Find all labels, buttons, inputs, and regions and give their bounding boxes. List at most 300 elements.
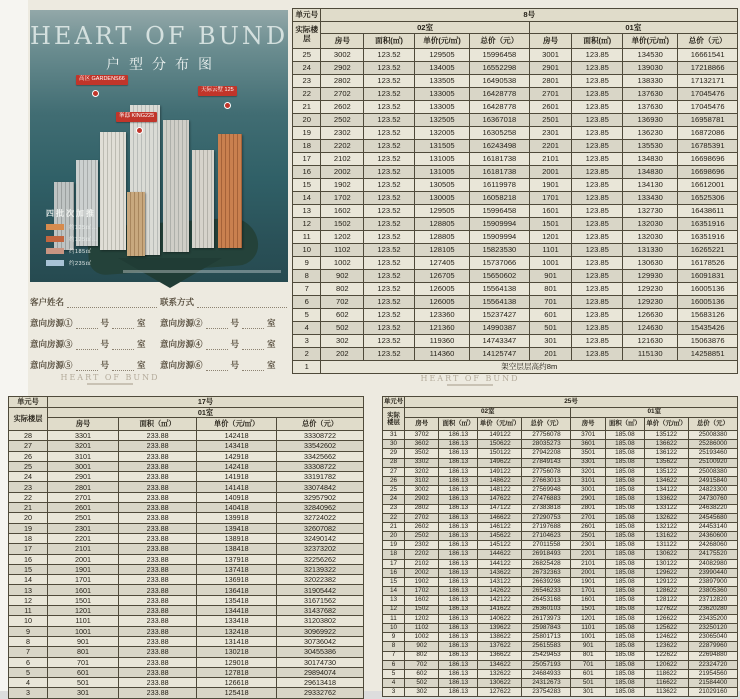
building-number: 8号 xyxy=(321,9,738,22)
floor-cell: 13 xyxy=(293,205,321,218)
value-cell: 1501 xyxy=(571,605,605,614)
column-header: 房号 xyxy=(529,34,572,49)
floor-cell: 20 xyxy=(383,532,405,541)
value-cell: 185.08 xyxy=(605,679,644,688)
value-cell: 233.88 xyxy=(119,636,197,646)
value-cell: 2202 xyxy=(405,550,439,559)
table-row xyxy=(383,550,738,559)
value-cell: 127622 xyxy=(644,605,688,614)
floor-cell: 5 xyxy=(293,309,321,322)
column-header: 总价（元） xyxy=(688,418,737,431)
room-number-blank xyxy=(112,340,134,350)
value-cell: 1701 xyxy=(571,587,605,596)
value-cell: 16243498 xyxy=(470,140,530,153)
value-cell: 127405 xyxy=(414,257,469,270)
value-cell: 15683126 xyxy=(678,309,738,322)
value-cell: 123.85 xyxy=(572,192,623,205)
room-group-label: 01室 xyxy=(48,408,364,418)
value-cell: 131418 xyxy=(197,636,277,646)
value-cell: 2002 xyxy=(405,568,439,577)
value-cell: 901 xyxy=(529,270,572,283)
value-cell: 142418 xyxy=(197,431,277,441)
table-row xyxy=(9,441,364,451)
value-cell: 123.85 xyxy=(572,335,623,348)
value-cell: 130630 xyxy=(623,257,678,270)
value-cell: 33074842 xyxy=(277,482,364,492)
header-row xyxy=(9,397,364,408)
value-cell: 186.13 xyxy=(439,495,478,504)
value-cell: 16490538 xyxy=(470,75,530,88)
value-cell: 301 xyxy=(529,335,572,348)
value-cell: 142122 xyxy=(478,596,522,605)
value-cell: 123.52 xyxy=(364,140,415,153)
column-header: 总价（元） xyxy=(470,34,530,49)
value-cell: 123.52 xyxy=(364,127,415,140)
building-number: 25号 xyxy=(405,397,738,408)
floor-cell: 5 xyxy=(383,669,405,678)
value-cell: 150622 xyxy=(478,440,522,449)
value-cell: 130622 xyxy=(644,550,688,559)
value-cell: 233.88 xyxy=(119,585,197,595)
table-row xyxy=(383,660,738,669)
table-row xyxy=(9,554,364,564)
floor-cell: 23 xyxy=(293,75,321,88)
value-cell: 186.13 xyxy=(439,623,478,632)
value-cell: 186.13 xyxy=(439,467,478,476)
value-cell: 123.85 xyxy=(572,257,623,270)
value-cell: 32607082 xyxy=(277,523,364,533)
table-row xyxy=(9,667,364,677)
value-cell: 134622 xyxy=(478,660,522,669)
floor-cell: 10 xyxy=(383,623,405,632)
value-cell: 16661541 xyxy=(678,49,738,62)
value-cell: 186.13 xyxy=(439,578,478,587)
value-cell: 126005 xyxy=(414,283,469,296)
value-cell: 32022382 xyxy=(277,575,364,585)
value-cell: 2801 xyxy=(48,482,119,492)
value-cell: 123.52 xyxy=(364,322,415,335)
value-cell: 902 xyxy=(405,642,439,651)
value-cell: 185.08 xyxy=(605,660,644,669)
value-cell: 128805 xyxy=(414,218,469,231)
unit-number-label: 单元号 xyxy=(9,397,48,408)
value-cell: 135622 xyxy=(644,458,688,467)
value-cell: 186.13 xyxy=(439,559,478,568)
value-cell: 186.13 xyxy=(439,596,478,605)
value-cell: 233.88 xyxy=(119,575,197,585)
table-row xyxy=(383,642,738,651)
value-cell: 123.52 xyxy=(364,49,415,62)
value-cell: 3701 xyxy=(571,431,605,440)
value-cell: 2802 xyxy=(321,75,364,88)
room-suffix: 室 xyxy=(267,339,276,349)
legend-swatch xyxy=(46,236,64,242)
floor-cell: 24 xyxy=(293,62,321,75)
value-cell: 701 xyxy=(529,296,572,309)
value-cell: 233.88 xyxy=(119,513,197,523)
value-cell: 119360 xyxy=(414,335,469,348)
value-cell: 15909994 xyxy=(470,218,530,231)
value-cell: 3502 xyxy=(405,449,439,458)
value-cell: 118622 xyxy=(644,669,688,678)
value-cell: 125622 xyxy=(644,623,688,632)
table-row xyxy=(293,88,738,101)
floor-cell: 3 xyxy=(293,335,321,348)
header-row xyxy=(293,9,738,22)
value-cell: 22694880 xyxy=(688,651,737,660)
floor-cell: 22 xyxy=(383,513,405,522)
value-cell: 185.08 xyxy=(605,431,644,440)
value-cell: 31203802 xyxy=(277,616,364,626)
floor-cell: 19 xyxy=(9,523,48,533)
value-cell: 128122 xyxy=(644,596,688,605)
floor-cell: 6 xyxy=(293,296,321,309)
table-row xyxy=(383,669,738,678)
value-cell: 123.85 xyxy=(572,231,623,244)
table-row xyxy=(293,335,738,348)
value-cell: 140418 xyxy=(197,503,277,513)
value-cell: 702 xyxy=(405,660,439,669)
table-row xyxy=(383,440,738,449)
price-table-8号 xyxy=(292,8,738,374)
room-number-blank xyxy=(112,319,134,329)
value-cell: 1201 xyxy=(571,614,605,623)
customer-name-label: 客户姓名 xyxy=(30,297,65,307)
table-row xyxy=(9,523,364,533)
value-cell: 126005 xyxy=(414,296,469,309)
price-table-host-8 xyxy=(292,8,738,374)
contact-label: 联系方式 xyxy=(160,297,195,307)
value-cell: 233.88 xyxy=(119,431,197,441)
value-cell: 27104623 xyxy=(522,532,571,541)
value-cell: 2601 xyxy=(529,101,572,114)
room-suffix: 室 xyxy=(137,360,146,370)
value-cell: 1001 xyxy=(48,626,119,636)
value-cell: 28035273 xyxy=(522,440,571,449)
table-row xyxy=(383,688,738,697)
value-cell: 134530 xyxy=(623,49,678,62)
value-cell: 701 xyxy=(571,660,605,669)
unit-suffix: 号 xyxy=(100,360,110,370)
value-cell: 502 xyxy=(405,679,439,688)
value-cell: 128622 xyxy=(644,587,688,596)
table-row xyxy=(9,616,364,626)
value-cell: 185.08 xyxy=(605,587,644,596)
value-cell: 24823300 xyxy=(688,486,737,495)
table-row xyxy=(9,513,364,523)
floor-cell: 6 xyxy=(383,660,405,669)
table-row xyxy=(383,504,738,513)
table-row xyxy=(293,192,738,205)
table-row xyxy=(293,140,738,153)
value-cell: 25008380 xyxy=(688,467,737,476)
floor-cell: 28 xyxy=(383,458,405,467)
value-cell: 16612001 xyxy=(678,179,738,192)
table-row xyxy=(383,623,738,632)
value-cell: 123360 xyxy=(414,309,469,322)
intent-label: 意向房源③ xyxy=(30,339,73,349)
value-cell: 136918 xyxy=(197,575,277,585)
value-cell: 901 xyxy=(48,636,119,646)
value-cell: 133122 xyxy=(644,504,688,513)
table-row xyxy=(293,283,738,296)
value-cell: 123.52 xyxy=(364,166,415,179)
value-cell: 132730 xyxy=(623,205,678,218)
value-cell: 1901 xyxy=(48,564,119,574)
column-header: 单价(元/㎡) xyxy=(623,34,678,49)
value-cell: 141418 xyxy=(197,482,277,492)
value-cell: 134418 xyxy=(197,606,277,616)
floor-cell: 15 xyxy=(293,179,321,192)
table-row xyxy=(9,647,364,657)
value-cell: 201 xyxy=(529,348,572,361)
value-cell: 29894074 xyxy=(277,667,364,677)
value-cell: 233.88 xyxy=(119,688,197,698)
value-cell: 123.85 xyxy=(572,296,623,309)
value-cell: 132005 xyxy=(414,127,469,140)
value-cell: 185.08 xyxy=(605,504,644,513)
value-cell: 1901 xyxy=(529,179,572,192)
value-cell: 133005 xyxy=(414,88,469,101)
value-cell: 16005136 xyxy=(678,296,738,309)
value-cell: 601 xyxy=(529,309,572,322)
floor-cell: 19 xyxy=(293,127,321,140)
floor-cell: 21 xyxy=(9,503,48,513)
watermark-subline xyxy=(87,383,133,385)
floor-cell: 15 xyxy=(383,578,405,587)
value-cell: 131122 xyxy=(644,541,688,550)
value-cell: 123.85 xyxy=(572,101,623,114)
value-cell: 15564138 xyxy=(470,283,530,296)
value-cell: 16265221 xyxy=(678,244,738,257)
value-cell: 30455386 xyxy=(277,647,364,657)
value-cell: 123.52 xyxy=(364,270,415,283)
value-cell: 2501 xyxy=(529,114,572,127)
table-row xyxy=(9,472,364,482)
value-cell: 2101 xyxy=(571,559,605,568)
value-cell: 16181738 xyxy=(470,166,530,179)
value-cell: 2801 xyxy=(571,504,605,513)
floor-cell: 23 xyxy=(383,504,405,513)
value-cell: 123.85 xyxy=(572,244,623,257)
value-cell: 185.08 xyxy=(605,614,644,623)
floor-cell: 3 xyxy=(383,688,405,697)
form-row xyxy=(30,338,290,350)
value-cell: 123.85 xyxy=(572,270,623,283)
value-cell: 1602 xyxy=(405,596,439,605)
value-cell: 32957902 xyxy=(277,492,364,502)
column-header: 面积（㎡） xyxy=(119,418,197,431)
value-cell: 1101 xyxy=(529,244,572,257)
value-cell: 135418 xyxy=(197,595,277,605)
table-row xyxy=(383,568,738,577)
value-cell: 147122 xyxy=(478,504,522,513)
floor-cell: 4 xyxy=(293,322,321,335)
table-row xyxy=(9,585,364,595)
floor-cell: 5 xyxy=(9,667,48,677)
value-cell: 131330 xyxy=(623,244,678,257)
floor-cell: 24 xyxy=(9,472,48,482)
floor-cell: 28 xyxy=(9,431,48,441)
value-cell: 15237427 xyxy=(470,309,530,322)
tower xyxy=(218,134,242,248)
value-cell: 140622 xyxy=(478,614,522,623)
value-cell: 1201 xyxy=(48,606,119,616)
value-cell: 185.08 xyxy=(605,651,644,660)
value-cell: 124630 xyxy=(623,322,678,335)
intent-label: 意向房源② xyxy=(160,318,203,328)
header-row xyxy=(293,22,738,34)
value-cell: 23754283 xyxy=(522,688,571,697)
unit-number-label: 单元号 xyxy=(383,397,405,408)
building-marker-dot xyxy=(136,127,143,134)
value-cell: 185.08 xyxy=(605,440,644,449)
value-cell: 2002 xyxy=(321,166,364,179)
table-row xyxy=(383,633,738,642)
value-cell: 2902 xyxy=(405,495,439,504)
value-cell: 135122 xyxy=(644,431,688,440)
value-cell: 186.13 xyxy=(439,504,478,513)
value-cell: 123.52 xyxy=(364,114,415,127)
value-cell: 24175520 xyxy=(688,550,737,559)
value-cell: 2001 xyxy=(529,166,572,179)
value-cell: 133430 xyxy=(623,192,678,205)
building-number: 17号 xyxy=(48,397,364,408)
tower xyxy=(127,192,145,256)
floor-cell: 20 xyxy=(9,513,48,523)
legend-swatch xyxy=(46,260,64,266)
poster-photo xyxy=(30,10,288,282)
value-cell: 2101 xyxy=(48,544,119,554)
value-cell: 126618 xyxy=(197,678,277,688)
customer-name-blank xyxy=(67,298,157,308)
value-cell: 186.13 xyxy=(439,486,478,495)
value-cell: 32256262 xyxy=(277,554,364,564)
table-row xyxy=(293,153,738,166)
value-cell: 123.85 xyxy=(572,88,623,101)
table-row xyxy=(383,522,738,531)
table-row xyxy=(9,575,364,585)
value-cell: 16552298 xyxy=(470,62,530,75)
value-cell: 129622 xyxy=(644,568,688,577)
value-cell: 1101 xyxy=(48,616,119,626)
value-cell: 3001 xyxy=(529,49,572,62)
table-row xyxy=(293,114,738,127)
value-cell: 233.88 xyxy=(119,523,197,533)
value-cell: 2801 xyxy=(529,75,572,88)
value-cell: 139918 xyxy=(197,513,277,523)
contact-blank xyxy=(197,298,287,308)
value-cell: 15996458 xyxy=(470,205,530,218)
room-number-blank xyxy=(112,361,134,371)
building-marker-dot xyxy=(92,90,99,97)
value-cell: 25615583 xyxy=(522,642,571,651)
floor-cell: 22 xyxy=(293,88,321,101)
value-cell: 1002 xyxy=(405,633,439,642)
value-cell: 31437682 xyxy=(277,606,364,616)
value-cell: 2201 xyxy=(571,550,605,559)
value-cell: 186.13 xyxy=(439,568,478,577)
value-cell: 25987843 xyxy=(522,623,571,632)
value-cell: 2602 xyxy=(405,522,439,531)
floor-cell: 30 xyxy=(383,440,405,449)
value-cell: 25008380 xyxy=(688,431,737,440)
table-row xyxy=(293,231,738,244)
value-cell: 120622 xyxy=(644,660,688,669)
value-cell: 15650602 xyxy=(470,270,530,283)
value-cell: 502 xyxy=(321,322,364,335)
value-cell: 123.52 xyxy=(364,244,415,257)
value-cell: 126705 xyxy=(414,270,469,283)
value-cell: 16428778 xyxy=(470,101,530,114)
floor-label: 实际楼层 xyxy=(293,22,321,49)
value-cell: 148622 xyxy=(478,476,522,485)
value-cell: 185.08 xyxy=(605,623,644,632)
value-cell: 123.52 xyxy=(364,153,415,166)
intent-label: 意向房源⑤ xyxy=(30,360,73,370)
value-cell: 129122 xyxy=(644,578,688,587)
table-row xyxy=(9,461,364,471)
value-cell: 801 xyxy=(48,647,119,657)
floor-cell: 6 xyxy=(9,657,48,667)
value-cell: 901 xyxy=(571,642,605,651)
room-group-label: 01室 xyxy=(571,408,738,418)
value-cell: 27011558 xyxy=(522,541,571,550)
value-cell: 16058218 xyxy=(470,192,530,205)
value-cell: 15063876 xyxy=(678,335,738,348)
value-cell: 25100920 xyxy=(688,458,737,467)
value-cell: 24638220 xyxy=(688,504,737,513)
value-cell: 16958781 xyxy=(678,114,738,127)
unit-suffix: 号 xyxy=(100,318,110,328)
value-cell: 123.52 xyxy=(364,205,415,218)
value-cell: 17045476 xyxy=(678,101,738,114)
floor-cell: 27 xyxy=(383,467,405,476)
value-cell: 3002 xyxy=(405,486,439,495)
value-cell: 129930 xyxy=(623,270,678,283)
floor-cell: 18 xyxy=(293,140,321,153)
value-cell: 32139322 xyxy=(277,564,364,574)
value-cell: 123.85 xyxy=(572,49,623,62)
floor-cell: 14 xyxy=(9,575,48,585)
value-cell: 301 xyxy=(48,688,119,698)
value-cell: 1701 xyxy=(48,575,119,585)
value-cell: 186.13 xyxy=(439,513,478,522)
value-cell: 185.08 xyxy=(605,495,644,504)
value-cell: 143418 xyxy=(197,441,277,451)
value-cell: 186.13 xyxy=(439,431,478,440)
table-row xyxy=(9,544,364,554)
value-cell: 125418 xyxy=(197,688,277,698)
value-cell: 141918 xyxy=(197,472,277,482)
value-cell: 116622 xyxy=(644,679,688,688)
value-cell: 114360 xyxy=(414,348,469,361)
value-cell: 186.13 xyxy=(439,449,478,458)
value-cell: 233.88 xyxy=(119,616,197,626)
value-cell: 2102 xyxy=(405,559,439,568)
value-cell: 185.08 xyxy=(605,486,644,495)
floor-cell: 9 xyxy=(293,257,321,270)
value-cell: 27290753 xyxy=(522,513,571,522)
value-cell: 802 xyxy=(321,283,364,296)
value-cell: 2602 xyxy=(321,101,364,114)
price-table-17号 xyxy=(8,396,364,699)
value-cell: 185.08 xyxy=(605,559,644,568)
column-header: 面积（㎡） xyxy=(439,418,478,431)
floor-cell: 23 xyxy=(9,482,48,492)
value-cell: 185.08 xyxy=(605,541,644,550)
value-cell: 123.85 xyxy=(572,205,623,218)
